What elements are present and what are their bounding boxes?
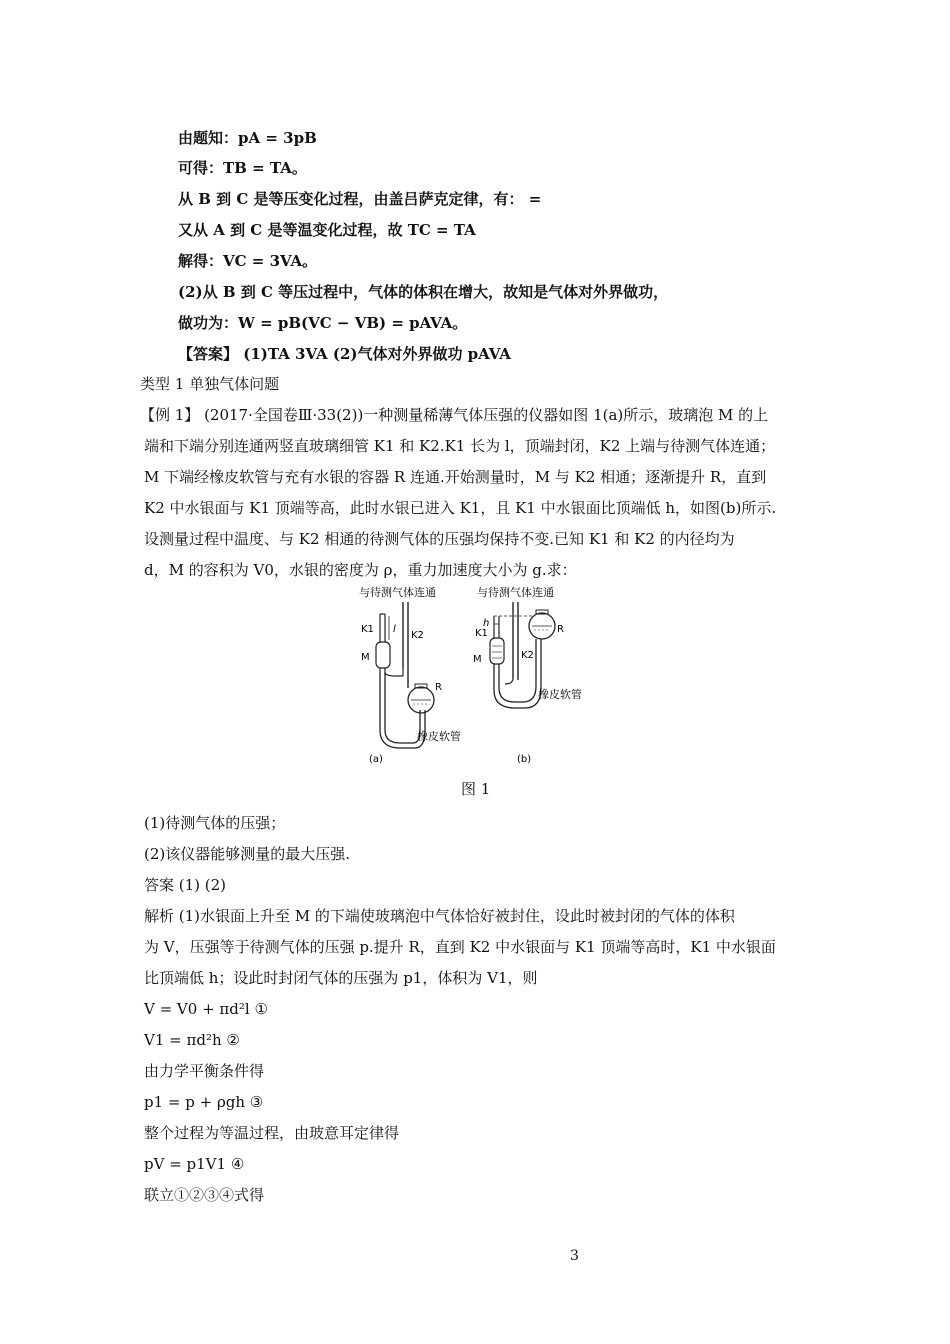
label-a-top: 与待测气体连通	[359, 586, 436, 599]
answer-line: 答案 (1) (2)	[144, 876, 227, 894]
equation-4: pV = p1V1 ④	[144, 1155, 245, 1173]
r-label-a: R	[435, 682, 442, 693]
r-label-b: R	[557, 624, 564, 635]
solution-line-5: 解得：VC = 3VA。	[178, 252, 318, 270]
subcaption-a: (a)	[369, 754, 383, 765]
l-label: l	[393, 624, 396, 635]
hose-a-label: 橡皮软管	[417, 730, 461, 743]
example-line-5: 设测量过程中温度、与 K2 相通的待测气体的压强均保持不变.已知 K1 和 K2 的内径均为	[144, 530, 735, 548]
bulb-m-b	[490, 638, 504, 664]
question-1: (1)待测气体的压强；	[144, 814, 286, 832]
solution-line-4: 又从 A 到 C 是等温变化过程，故 TC = TA	[178, 221, 476, 239]
example-line-1: 【例 1】 (2017·全国卷Ⅲ·33(2))一种测量稀薄气体压强的仪器如图 1(a)所示，玻璃泡 M 的上	[140, 406, 769, 424]
solution-line-2: 可得：TB = TA。	[178, 159, 307, 177]
equation-3: p1 = p + ρgh ③	[144, 1093, 264, 1111]
question-2: (2)该仪器能够测量的最大压强.	[144, 845, 351, 863]
m-label-b: M	[473, 654, 482, 665]
example-line-6: d，M 的容积为 V0，水银的密度为 ρ，重力加速度大小为 g.求：	[144, 561, 577, 579]
m-label-a: M	[361, 652, 370, 663]
example-line-4: K2 中水银面与 K1 顶端等高，此时水银已进入 K1，且 K1 中水银面比顶端低 h，如图(b)所示.	[144, 499, 777, 517]
solution-line-7: 做功为：W = pB(VC − VB) = pAVA。	[178, 314, 468, 332]
solution-line-1: 由题知：pA = 3pB	[178, 129, 317, 147]
solution-answer: 【答案】 (1)TA 3VA (2)气体对外界做功 pAVA	[178, 345, 511, 363]
analysis-text-3: 联立①②③④式得	[144, 1186, 265, 1204]
example-line-3: M 下端经橡皮软管与充有水银的容器 R 连通.开始测量时，M 与 K2 相通；逐渐提升 R，直到	[144, 468, 767, 486]
section-title: 类型 1 单独气体问题	[140, 375, 280, 393]
subcaption-b: (b)	[517, 754, 532, 765]
analysis-line-1: 解析 (1)水银面上升至 M 的下端使玻璃泡中气体恰好被封住，设此时被封闭的气体的体积	[144, 907, 735, 925]
analysis-text-1: 由力学平衡条件得	[144, 1062, 265, 1080]
analysis-line-3: 比顶端低 h；设此时封闭气体的压强为 p1，体积为 V1，则	[144, 969, 538, 987]
bulb-m-a	[376, 642, 390, 668]
k1-label-a: K1	[361, 624, 374, 635]
example-line-2: 端和下端分别连通两竖直玻璃细管 K1 和 K2.K1 长为 l，顶端封闭，K2 上端与待测气体连通；	[144, 437, 776, 455]
analysis-line-2: 为 V，压强等于待测气体的压强 p.提升 R，直到 K2 中水银面与 K1 顶端等高时，K1 中水银面	[144, 938, 776, 956]
solution-line-6: (2)从 B 到 C 等压过程中，气体的体积在增大，故知是气体对外界做功，	[178, 283, 669, 301]
hose-b-label: 橡皮软管	[538, 688, 582, 701]
k2-label-a: K2	[411, 630, 424, 641]
figure-caption: 图 1	[461, 780, 491, 798]
page-number: 3	[570, 1248, 579, 1264]
solution-line-3: 从 B 到 C 是等压变化过程，由盖吕萨克定律，有： =	[178, 190, 542, 208]
apparatus-figure	[355, 580, 595, 772]
equation-2: V1 = πd²h ②	[144, 1031, 240, 1049]
equation-1: V = V0 + πd²l ①	[144, 1000, 268, 1018]
analysis-text-2: 整个过程为等温过程，由玻意耳定律得	[144, 1124, 400, 1142]
h-label: h	[483, 618, 490, 629]
k2-label-b: K2	[521, 650, 534, 661]
k1-label-b: K1	[475, 628, 488, 639]
label-b-top: 与待测气体连通	[477, 586, 554, 599]
